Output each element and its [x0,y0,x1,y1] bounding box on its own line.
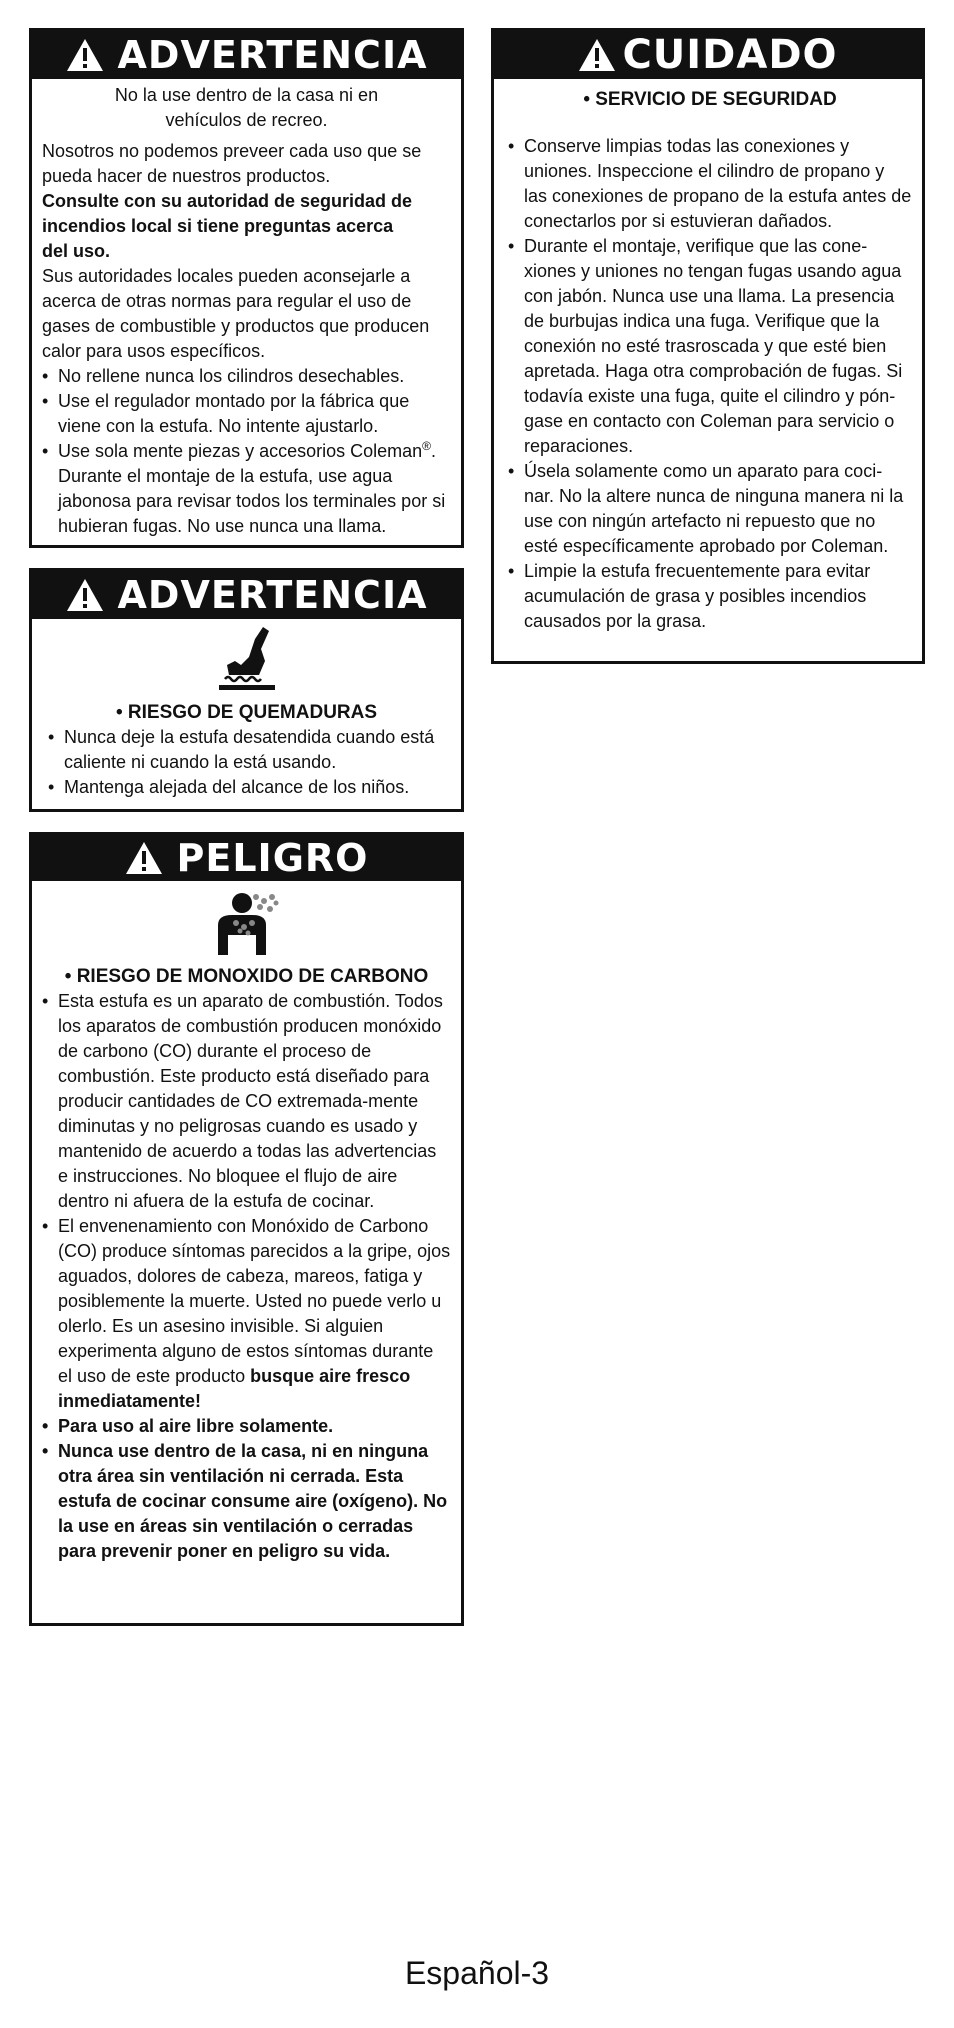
list-item: • Para uso al aire libre solamente. [42,1414,451,1439]
intro-text: No la use dentro de la casa ni en vehículos de recreo. [114,85,379,130]
list-item: • Nunca deje la estufa desatendida cuando está caliente ni cuando la está usando. [48,725,451,775]
danger-header [32,835,461,881]
warning-header [32,31,461,79]
header-text: ADVERTENCIA [117,573,428,617]
list-item: • Úsela solamente como un aparato para coci-nar. No la altere nunca de ninguna manera ni la use con ningún artefacto ni repuesto que no esté específicamente aprobado por Coleman. [508,459,912,559]
paragraph-3: Sus autoridades locales pueden aconsejarle a acerca de otras normas para regular el uso de gases de combustible y productos que producen calor para usos específicos. [42,266,430,361]
warning-triangle-icon [66,578,104,612]
warning-box-general [29,28,464,548]
list-item: • Mantenga alejada del alcance de los niños. [48,775,451,800]
list-item: • No rellene nunca los cilindros desechables. [42,364,451,389]
list-item: • Limpie la estufa frecuentemente para evitar acumulación de grasa y posibles incendios causados por la grasa. [508,559,912,634]
list-item: • Conserve limpias todas las conexiones y uniones. Inspeccione el cilindro de propano y las conexiones de propano de la estufa antes de conectarlos por si estuvieran dañados. [508,134,912,234]
registered-mark: ® [422,439,432,453]
list-item: • Esta estufa es un aparato de combustión. Todos los aparatos de combustión producen monóxido de carbono (CO) durante el proceso de combustión. Este producto está diseñado para producir cantidades de CO extremada-mente diminutas y no peligrosas cuando es usado y mantenido de acuerdo a todas las advertencias e instrucciones. No bloquee el flujo de aire dentro ni afuera de la estufa de cocinar. [42,989,451,1214]
caution-box-service [491,28,925,664]
header-text: CUIDADO [622,32,838,78]
header-text: PELIGRO [176,836,369,880]
section-heading: • RIESGO DE MONOXIDO DE CARBONO [64,966,429,987]
danger-box-co [29,832,464,1626]
paragraph-1: Nosotros no podemos preveer cada uso que se pueda hacer de nuestros productos. [42,141,422,186]
caution-header [494,31,922,79]
list-item: • Use sola mente piezas y accesorios Coleman®. Durante el montaje de la estufa, use agua jabonosa para revisar todos los terminales por si hubieran fugas. No use nunca una llama. [42,439,451,539]
section-heading: • RIESGO DE QUEMADURAS [115,702,378,723]
list-item: • El envenenamiento con Monóxido de Carbono (CO) produce síntomas parecidos a la gripe, ojos aguados, dolores de cabeza, mareos, fatiga y posiblemente la muerte. Usted no puede verlo u olerlo. Es un asesino invisible. Si alguien experimenta alguno de estos síntomas durante el uso de este producto busque aire fresco inmediatamente! [42,1214,451,1414]
list-item: • Nunca use dentro de la casa, ni en ninguna otra área sin ventilación ni cerrada. Esta estufa de cocinar consume aire (oxígeno). No la use en áreas sin ventilación o cerradas para prevenir poner en peligro su vida. [42,1439,451,1564]
paragraph-2: Consulte con su autoridad de seguridad de incendios local si tiene preguntas acerca del uso. [42,191,413,261]
section-heading: • SERVICIO DE SEGURIDAD [583,89,837,110]
header-text: ADVERTENCIA [117,33,428,77]
fumes-person-icon [212,889,282,959]
hot-hand-icon [215,625,279,693]
page-number: Español-3 [404,1955,550,1991]
warning-header [32,571,461,619]
warning-box-burns [29,568,464,812]
list-item: • Durante el montaje, verifique que las cone-xiones y uniones no tengan fugas usando agua con jabón. Nunca use una llama. La presencia de burbujas indica una fuga. Verifique que la conexión no esté trasroscada y que esté bien apretada. Haga otra comprobación de fugas. Si todavía existe una fuga, quite el cilindro y pón-gase en contacto con Coleman para servicio o reparaciones. [508,234,912,459]
warning-triangle-icon [66,38,104,72]
warning-triangle-icon [125,841,163,875]
warning-triangle-icon [578,38,616,72]
list-item: • Use el regulador montado por la fábrica que viene con la estufa. No intente ajustarlo. [42,389,451,439]
